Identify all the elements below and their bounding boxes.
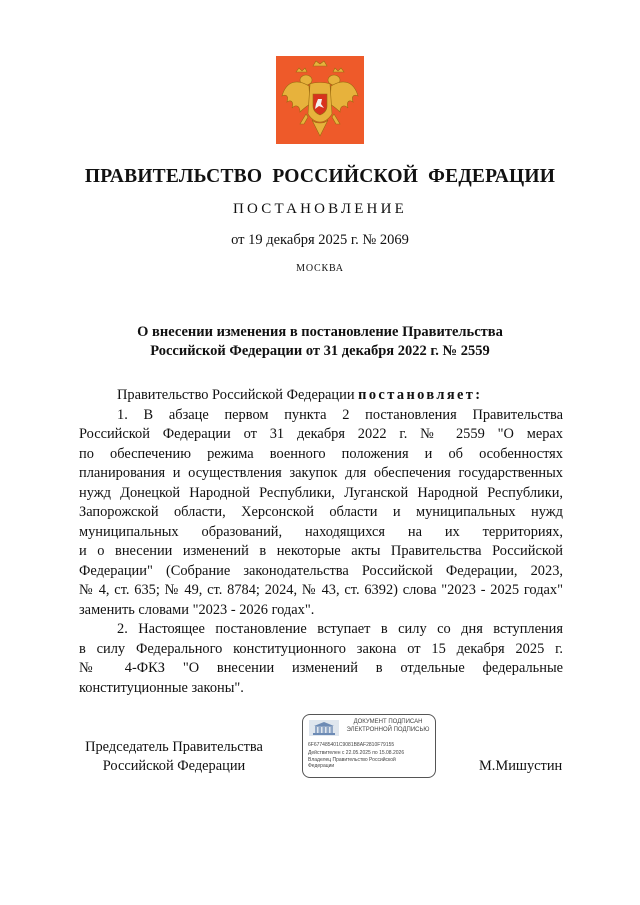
body-line: Запорожской области, Херсонской области и муниципальных нужд	[79, 504, 563, 520]
government-title: ПРАВИТЕЛЬСТВО РОССИЙСКОЙ ФЕДЕРАЦИИ	[84, 166, 556, 187]
electronic-signature-stamp	[302, 714, 436, 778]
signatory-name: М.Мишустин	[479, 758, 563, 774]
document-type: ПОСТАНОВЛЕНИЕ	[233, 201, 407, 217]
decree-intro-text: Правительство Российской Федерации	[117, 387, 359, 403]
signatory-position	[79, 738, 269, 776]
body-line: Федерации" (Собрание законодательства Российской Федерации, 2023,	[79, 562, 563, 579]
decree-verb: постановляет:	[358, 387, 483, 403]
signatory-position-line: Председатель Правительства	[85, 739, 263, 755]
body-line: планирования и осуществления закупок для обеспечения государственных	[79, 465, 563, 481]
stamp-heading	[343, 719, 433, 734]
stamp-heading-line: ЭЛЕКТРОННОЙ ПОДПИСЬЮ	[346, 726, 430, 733]
russian-coat-of-arms-icon	[276, 56, 364, 144]
government-building-icon	[309, 720, 339, 736]
signatory-position-line: Российской Федерации	[102, 758, 246, 774]
body-line: 1. В абзаце первом пункта 2 постановления Правительства	[117, 406, 563, 423]
body-line: по обеспечению режима военного положения и об особенностях	[79, 445, 563, 462]
body-line: заменить словами "2023 - 2026 годах".	[79, 601, 315, 618]
document-body	[79, 386, 563, 698]
document-date-number: от 19 декабря 2025 г. № 2069	[231, 232, 409, 248]
subject-line: О внесении изменения в постановление Правительства	[137, 324, 503, 340]
stamp-validity: Действителен с 22.05.2025 по 15.08.2026	[308, 750, 405, 756]
body-line: № 4-ФКЗ "О внесении изменений в отдельные федеральные	[79, 660, 563, 676]
body-line: нужд Донецкой Народной Республики, Луганской Народной Республики,	[79, 484, 563, 501]
stamp-owner: Владелец Правительство Российской	[308, 757, 396, 763]
decree-intro	[79, 386, 563, 406]
body-line: Российской Федерации от 31 декабря 2022 г. № 2559 "О мерах	[79, 426, 563, 442]
body-line: конституционные законы".	[79, 679, 244, 696]
body-line: в силу Федерального конституционного закона от 15 декабря 2025 г.	[79, 640, 563, 657]
subject-line: Российской Федерации от 31 декабря 2022 г. № 2559	[150, 343, 490, 359]
body-line: 2. Настоящее постановление вступает в силу со дня вступления	[117, 621, 563, 637]
body-line: № 4, ст. 635; № 49, ст. 8784; 2024, № 43, ст. 6392) слова "2023 - 2025 годах"	[79, 582, 563, 598]
body-line: муниципальных образований, находящихся на их территориях,	[79, 523, 563, 540]
stamp-heading-line: ДОКУМЕНТ ПОДПИСАН	[353, 719, 423, 725]
document-subject	[100, 323, 540, 361]
document-city: МОСКВА	[296, 263, 344, 274]
stamp-owner: Федерации	[308, 763, 335, 769]
stamp-certificate: 6F677485401C9081B8AF2810F79155	[308, 742, 395, 748]
body-line: и о внесении изменений в некоторые акты Правительства Российской	[79, 543, 563, 559]
